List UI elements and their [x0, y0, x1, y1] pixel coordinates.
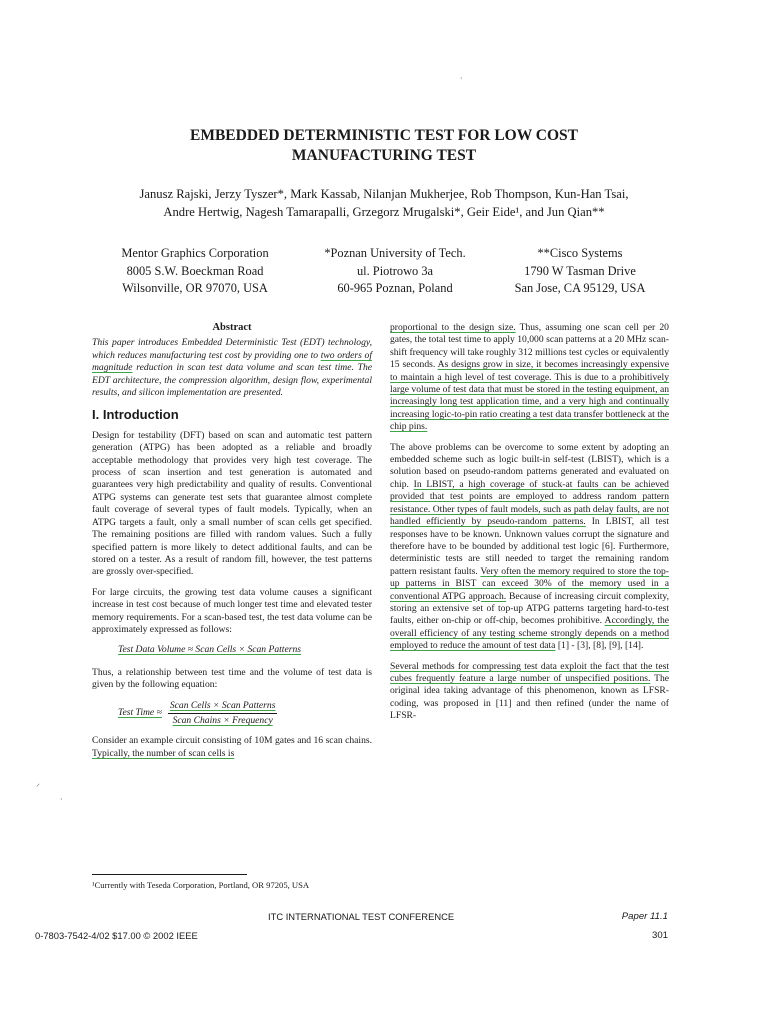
- title-line-2: MANUFACTURING TEST: [291, 147, 477, 164]
- footnote-divider: [92, 874, 247, 875]
- paragraph-part: Because of increasing circuit complexity, storing an extensive set of top-up ATPG patterns targeting hard-to-test faults, either on-chip or off-chip, becomes prohibitive.: [390, 590, 669, 627]
- paragraph-part: The original idea taking advantage of this phenomenon, known as LFSR-coding, was proposed in [11] and then refined (under the name of LFSR-: [390, 672, 669, 722]
- affiliation-name: **Cisco Systems: [537, 246, 623, 260]
- highlighted-text: Very often the memory required to store the top-up patterns in BIST can exceed 30% of the memory used in a conventional ATPG approach.: [390, 565, 669, 602]
- margin-mark: ·: [60, 795, 63, 804]
- affiliation-cisco: [480, 245, 680, 298]
- paper-number: Paper 11.1: [621, 911, 668, 922]
- affiliation-city: San Jose, CA 95129, USA: [514, 281, 646, 295]
- right-paragraph-2: [390, 442, 669, 653]
- highlighted-text: Several methods for compressing test data exploit the fact that the test cubes frequently feature a large number of unspecified positions.: [390, 660, 669, 684]
- paragraph-part: Thus, assuming one scan cell per 20 gates, the total test time to apply 10,000 scan patterns at a 20 MHz scan-shift frequency will take roughly 312 millions test cycles or equivalently 15 seconds.: [390, 322, 669, 371]
- authors-line-1: Janusz Rajski, Jerzy Tyszer*, Mark Kassab, Nilanjan Mukherjee, Rob Thompson, Kun-Han Tsai,: [139, 187, 629, 201]
- equation-denominator: Scan Chains × Frequency: [172, 714, 273, 726]
- section-heading-introduction: I. Introduction: [92, 407, 179, 423]
- abstract-part: This paper introduces Embedded Deterministic Test (EDT) technology, which reduces manufacturing test cost by providing one to: [92, 337, 372, 361]
- intro-paragraph-3: Thus, a relationship between test time and the volume of test data is given by the following equation:: [92, 666, 372, 691]
- intro-paragraph-4: [92, 735, 372, 760]
- affiliation-city: 60-965 Poznan, Poland: [337, 281, 453, 295]
- left-column: [92, 322, 372, 768]
- right-paragraph-3: [390, 661, 669, 723]
- intro-paragraph-1: Design for testability (DFT) based on scan and automatic test pattern generation (ATPG) has been adopted as a reliable and broadly acceptable methodology that provides very high test coverage. The process of scan insertion and test generation is automated and guarantees very high predictability and quality of results. Conventional ATPG systems can generate test sets that guarantee almost complete fault coverage of several types of fault models. Typically, when an ATPG targets a fault, only a small number of scan cells get specified. The remaining positions are filled with random values. Such a fully specified pattern is more likely to detect additional faults, and can be stored on a tester. As a result of random fill, however, the test patterns are grossly over-specified.: [92, 429, 372, 578]
- paragraph-part: [1] - [3], [8], [9], [14].: [555, 640, 644, 652]
- equation-numerator: Scan Cells × Scan Patterns: [168, 700, 278, 714]
- affiliation-mentor: [90, 245, 300, 298]
- affiliation-address: 1790 W Tasman Drive: [524, 263, 636, 278]
- intro-paragraph-2: For large circuits, the growing test data volume causes a significant increase in test cost because of much longer test time and elevated tester memory requirements. For a scan-based test, the test data volume can be approximately expressed as follows:: [92, 586, 372, 635]
- highlighted-text: Typically, the number of scan cells is: [92, 747, 235, 759]
- equation-test-data-volume: [118, 644, 372, 656]
- right-paragraph-1: [390, 322, 669, 434]
- affiliation-poznan: [295, 245, 495, 298]
- right-column: [390, 322, 669, 731]
- affiliation-city: Wilsonville, OR 97070, USA: [122, 281, 268, 295]
- ieee-copyright: 0-7803-7542-4/02 $17.00 © 2002 IEEE: [35, 930, 198, 941]
- equation-fraction: [168, 700, 278, 728]
- equation-text: Test Data Volume ≈ Scan Cells × Scan Patterns: [118, 644, 301, 656]
- abstract-part: reduction in scan test data volume and scan test time. The EDT architecture, the compression algorithm, design flow, experimental results, and silicon implementation are presented.: [92, 362, 372, 399]
- highlighted-text: two orders of magnitude: [92, 349, 372, 374]
- affiliation-address: 8005 S.W. Boeckman Road: [126, 263, 264, 278]
- conference-name: ITC INTERNATIONAL TEST CONFERENCE: [268, 911, 455, 922]
- highlighted-text: In LBIST, a high coverage of stuck-at faults can be achieved provided that test points are employed to address random pattern resistance. Other types of fault models, such as path delay faults, are not handled efficiently by pseudo-random patterns.: [390, 478, 669, 528]
- paragraph-part: In LBIST, all test responses have to be known. Unknown values corrupt the signature and therefore have to be bounded by additional test logic [6]. Furthermore, deterministic tests are still needed to target the remaining random pattern resistant faults.: [390, 516, 669, 577]
- affiliation-address: ul. Piotrowo 3a: [356, 263, 434, 278]
- margin-mark: ⸝: [36, 779, 40, 788]
- abstract-text: [92, 337, 372, 399]
- footnote: ¹Currently with Teseda Corporation, Portland, OR 97205, USA: [92, 880, 310, 890]
- affiliation-name: Mentor Graphics Corporation: [121, 246, 269, 260]
- affiliation-name: *Poznan University of Tech.: [324, 246, 466, 260]
- author-list: [80, 185, 688, 221]
- equation-test-time: [118, 700, 372, 728]
- highlighted-text: As designs grow in size, it becomes increasingly expensive to maintain a high level of test coverage. This is due to a prohibitively large volume of test data that must be stored in the testing equipment, an increasingly long test application time, and a very high and continually increasing logic-to-pin ratio creating a test data transfer bottleneck at the chip pins.: [390, 359, 669, 433]
- highlighted-text: proportional to the design size.: [390, 322, 516, 333]
- title-line-1: EMBEDDED DETERMINISTIC TEST FOR LOW COST: [189, 127, 579, 144]
- equation-lhs: Test Time ≈: [118, 707, 162, 719]
- abstract-heading: Abstract: [212, 322, 252, 333]
- authors-line-2: Andre Hertwig, Nagesh Tamarapalli, Grzegorz Mrugalski*, Geir Eide¹, and Jun Qian**: [163, 205, 605, 219]
- page-number: 301: [651, 930, 668, 941]
- paper-title: [0, 126, 768, 166]
- highlighted-text: Accordingly, the overall efficiency of any testing scheme strongly depends on a method employed to reduce the amount of test data: [390, 615, 670, 652]
- scan-speck: ·: [460, 74, 463, 83]
- paragraph-part: Consider an example circuit consisting of 10M gates and 16 scan chains.: [92, 735, 372, 747]
- paragraph-part: The above problems can be overcome to some extent by adopting an embedded scheme such as logic built-in self-test (LBIST), which is a solution based on pseudo-random patterns generated and evaluated on chip.: [390, 441, 669, 490]
